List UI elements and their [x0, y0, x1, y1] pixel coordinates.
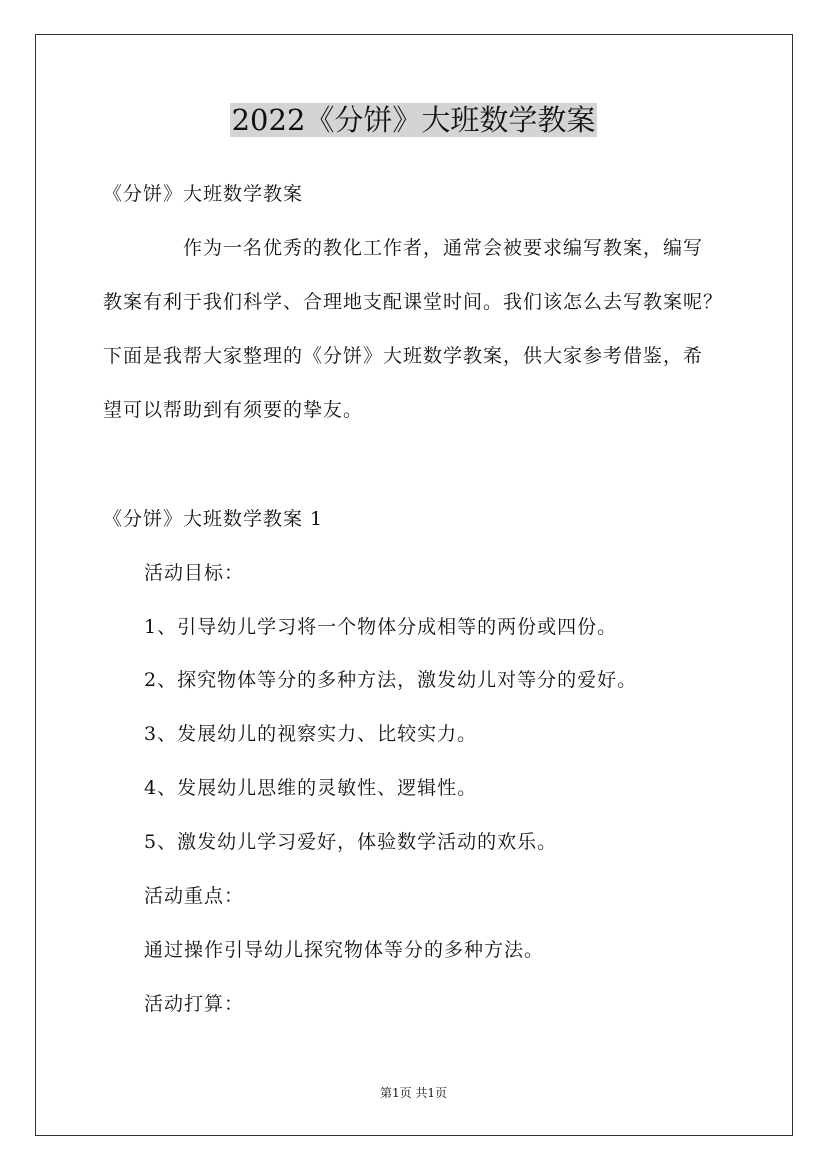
intro-line-1: 作为一名优秀的教化工作者，通常会被要求编写教案，编写	[183, 237, 704, 259]
section-heading: 《分饼》大班数学教案 1	[103, 508, 324, 530]
document-title-text: 2022《分饼》大班数学教案	[231, 103, 596, 137]
focus-text: 通过操作引导幼儿探究物体等分的多种方法。	[144, 939, 545, 961]
goals-label: 活动目标：	[144, 562, 245, 584]
focus-label: 活动重点：	[144, 885, 245, 907]
goal-item-1: 1、引导幼儿学习将一个物体分成相等的两份或四份。	[144, 616, 618, 638]
document-title	[0, 98, 827, 142]
goal-item-2: 2、探究物体等分的多种方法，激发幼儿对等分的爱好。	[144, 669, 638, 691]
intro-line-2: 教案有利于我们科学、合理地支配课堂时间。我们该怎么去写教案呢？	[103, 291, 724, 313]
goal-item-4: 4、发展幼儿思维的灵敏性、逻辑性。	[144, 777, 478, 799]
intro-line-3: 下面是我帮大家整理的《分饼》大班数学教案，供大家参考借鉴，希	[103, 345, 704, 367]
document-subtitle: 《分饼》大班数学教案	[103, 183, 304, 205]
prep-label: 活动打算：	[144, 993, 245, 1015]
goal-item-5: 5、激发幼儿学习爱好，体验数学活动的欢乐。	[144, 831, 558, 853]
goal-item-3: 3、发展幼儿的视察实力、比较实力。	[144, 723, 478, 745]
intro-line-4: 望可以帮助到有须要的挚友。	[103, 399, 364, 421]
page-footer: 第1页 共1页	[379, 1086, 448, 1100]
